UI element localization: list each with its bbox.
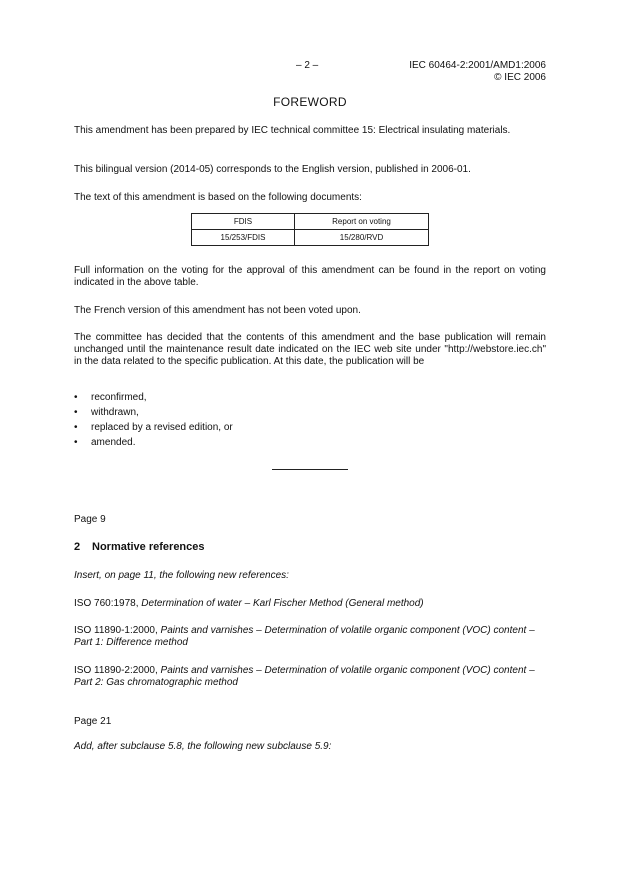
reference-entry — [74, 625, 546, 649]
document-reference — [409, 60, 546, 84]
reference-entry — [74, 598, 546, 610]
reference-title: Paints and varnishes – Determination of volatile organic component (VOC) content – Part 1: Difference method — [74, 625, 535, 648]
bullet: • — [74, 437, 78, 448]
section-number: 2 — [74, 541, 81, 553]
foreword-paragraph-1: This amendment has been prepared by IEC technical committee 15: Electrical insulating materials. — [74, 125, 511, 136]
list-item: • withdrawn, — [74, 407, 139, 418]
list-item: • replaced by a revised edition, or — [74, 422, 233, 433]
foreword-title: FOREWORD — [273, 95, 347, 109]
page-21-label: Page 21 — [74, 716, 112, 727]
table-row — [192, 230, 429, 246]
table-header-cell: Report on voting — [295, 214, 429, 230]
add-instruction: Add, after subclause 5.8, the following new subclause 5.9: — [74, 741, 332, 752]
reference-code: ISO 11890-1:2000, — [74, 625, 161, 636]
table-header-cell: FDIS — [192, 214, 295, 230]
document-id: IEC 60464-2:2001/AMD1:2006 — [409, 60, 546, 71]
section-title: Normative references — [92, 541, 205, 553]
outcome-list — [74, 390, 233, 450]
reference-title: Paints and varnishes – Determination of volatile organic component (VOC) content – Part 2: Gas chromatographic method — [74, 665, 535, 688]
section-heading — [74, 541, 205, 553]
table-cell: 15/280/RVD — [295, 230, 429, 246]
foreword-paragraph-5: The French version of this amendment has not been voted upon. — [74, 305, 361, 316]
list-item: • reconfirmed, — [74, 392, 147, 403]
copyright-notice: © IEC 2006 — [494, 72, 546, 83]
list-item: • amended. — [74, 437, 136, 448]
bullet: • — [74, 422, 78, 433]
foreword-paragraph-2: This bilingual version (2014-05) corresponds to the English version, published in 2006-01. — [74, 164, 471, 175]
section-divider — [272, 469, 348, 470]
page-number: – 2 – — [296, 60, 319, 71]
bullet: • — [74, 407, 78, 418]
reference-entry — [74, 665, 546, 689]
reference-code: ISO 11890-2:2000, — [74, 665, 161, 676]
bullet: • — [74, 392, 78, 403]
foreword-paragraph-6: The committee has decided that the contents of this amendment and the base publication will remain unchanged until the maintenance result date indicated on the IEC web site under "http://webstore.iec.ch" in the data related to the specific publication. At this date, the publication will be — [74, 332, 546, 367]
page-9-label: Page 9 — [74, 514, 106, 525]
reference-code: ISO 760:1978, — [74, 598, 142, 609]
foreword-paragraph-3: The text of this amendment is based on the following documents: — [74, 192, 362, 203]
insert-instruction: Insert, on page 11, the following new references: — [74, 570, 289, 581]
documents-table — [191, 213, 429, 246]
table-header-row — [192, 214, 429, 230]
table-cell: 15/253/FDIS — [192, 230, 295, 246]
reference-title: Determination of water – Karl Fischer Method (General method) — [141, 598, 424, 609]
foreword-paragraph-4: Full information on the voting for the approval of this amendment can be found in the report on voting indicated in the above table. — [74, 265, 546, 288]
